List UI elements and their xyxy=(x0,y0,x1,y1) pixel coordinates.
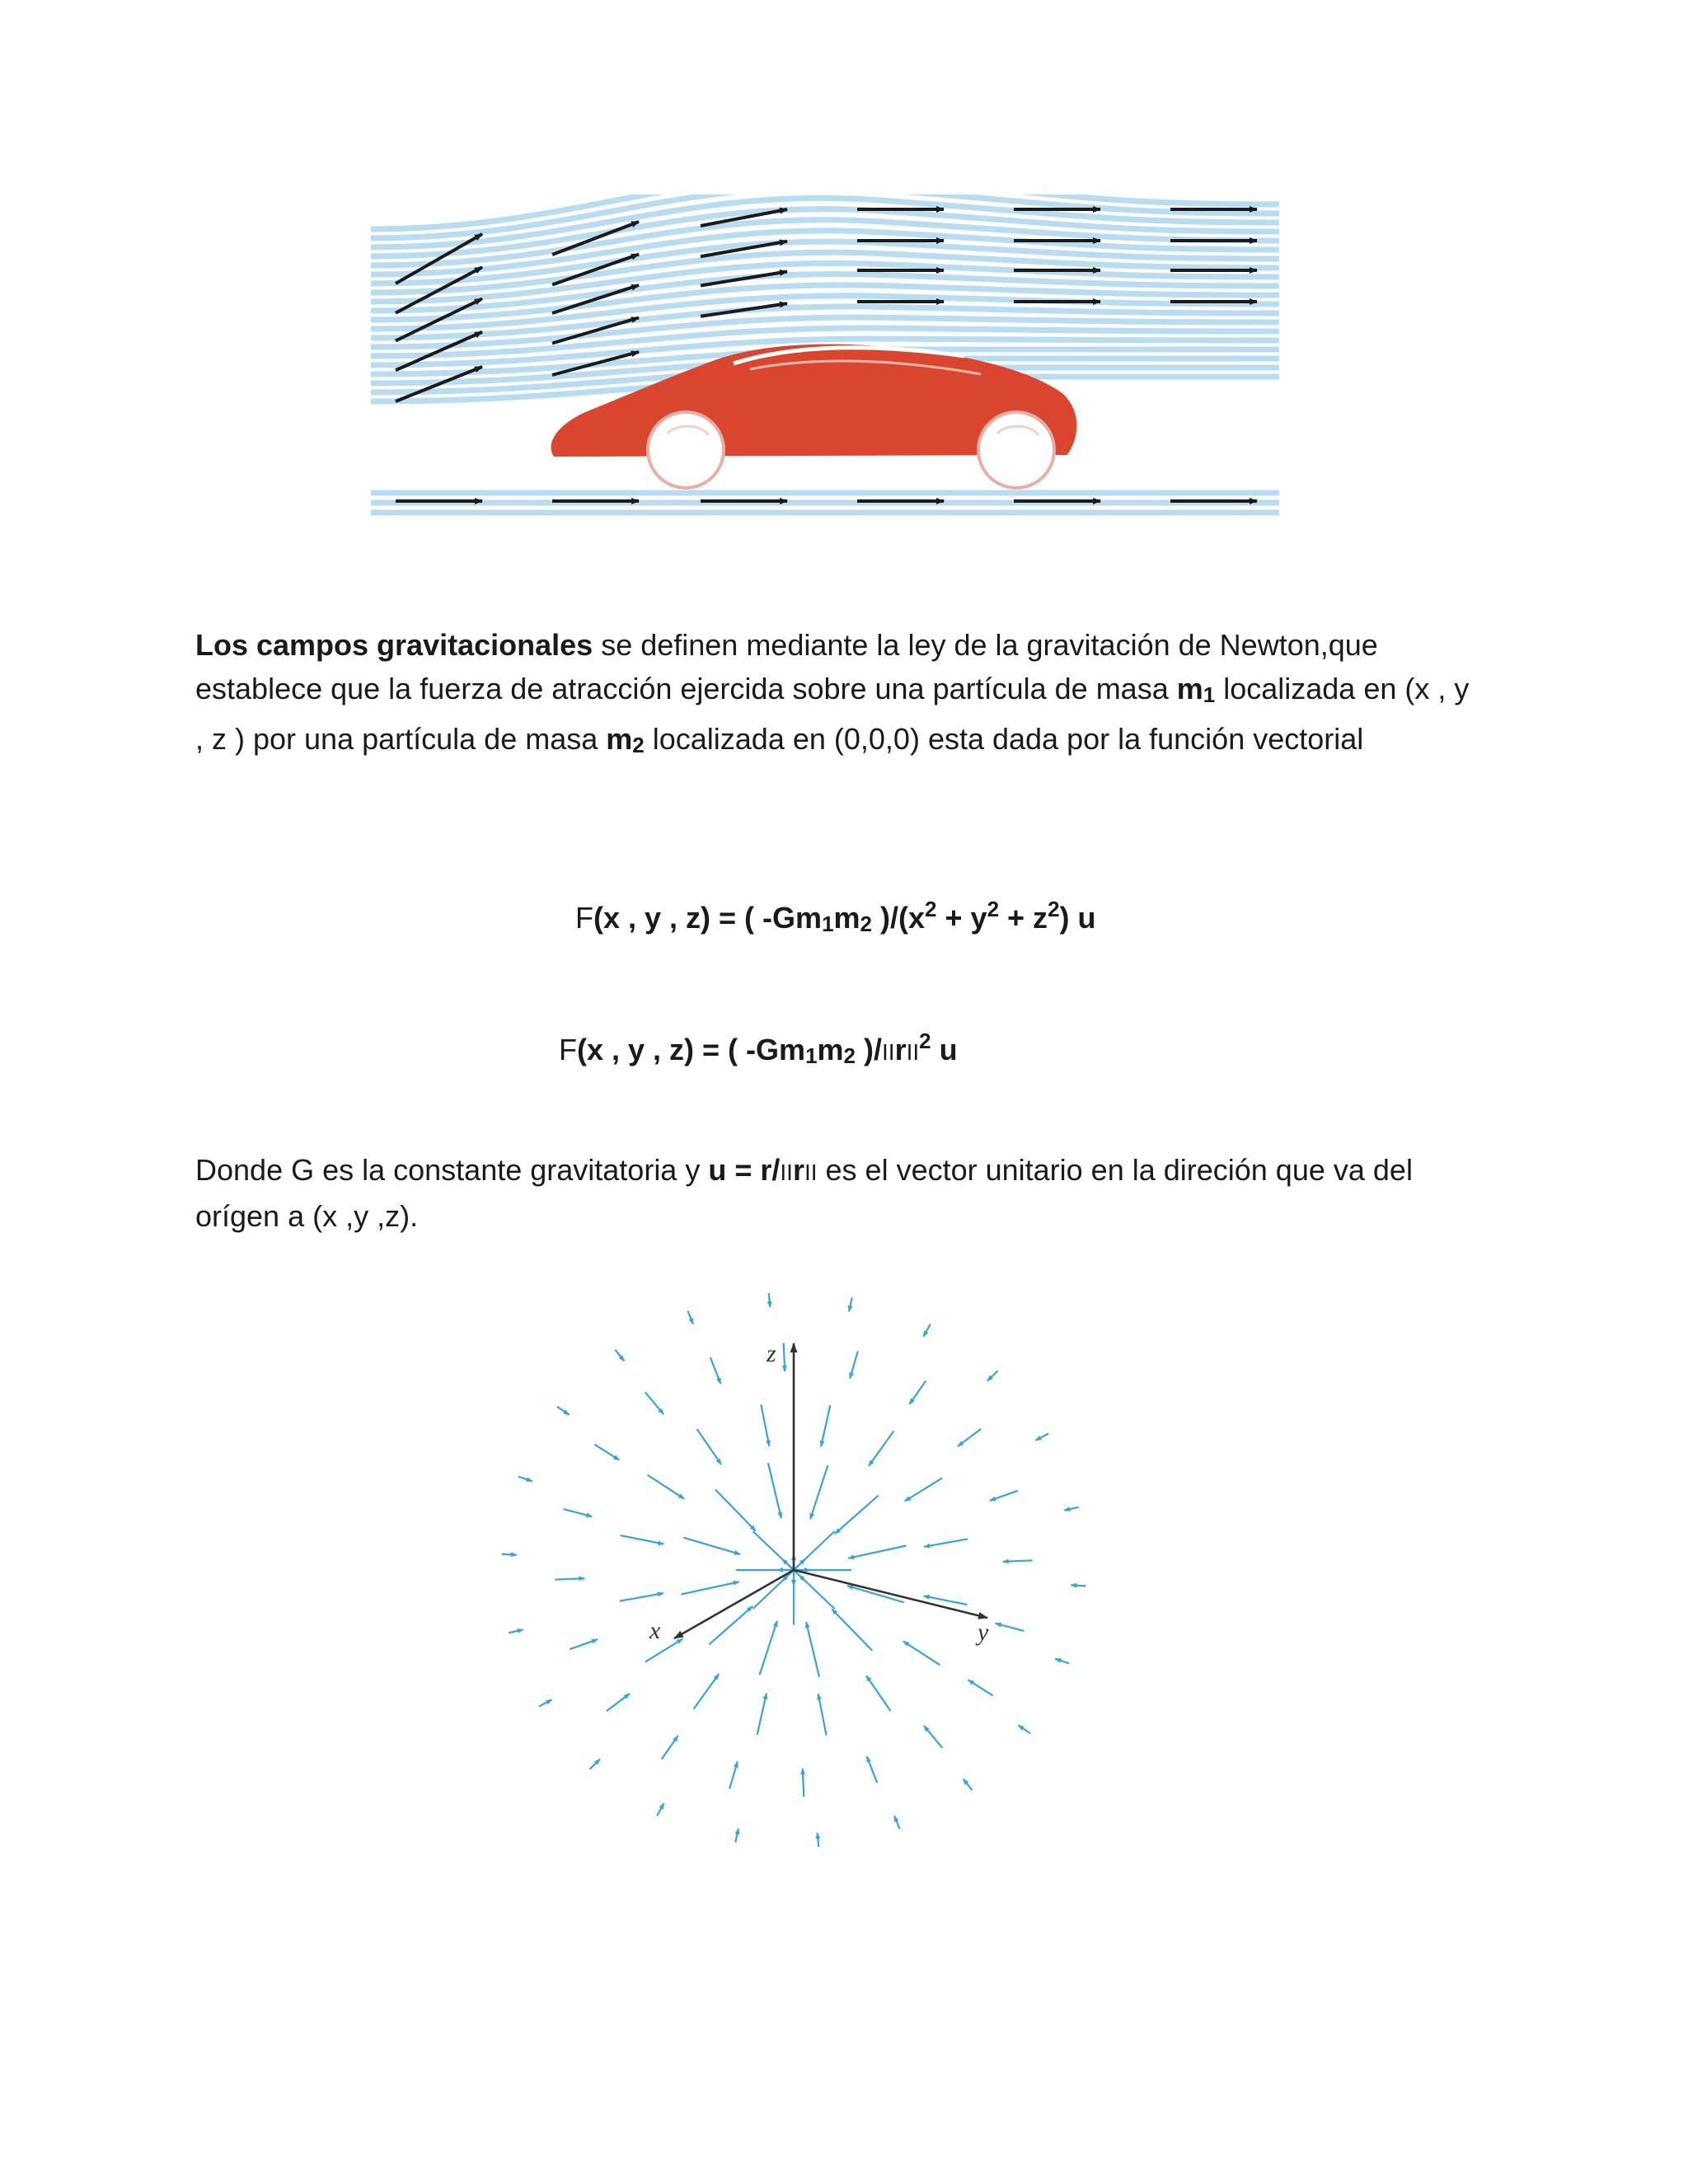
field-vector xyxy=(657,1803,663,1816)
formula-norm: F(x , y , z) = ( -Gm1m2 )/IIrII$^2$ u xyxy=(559,1029,958,1068)
field-vector xyxy=(968,1680,993,1695)
field-vector xyxy=(964,1779,973,1791)
field-vector xyxy=(594,1445,619,1460)
field-vector xyxy=(1055,1659,1069,1664)
text-1: se definen mediante la ley de la gravitación de Newton,que establece que la fuerza de atracción ejercida sobre una partícula de masa xyxy=(195,628,1378,705)
field-vector xyxy=(694,1674,720,1708)
field-vector xyxy=(697,1429,722,1465)
field-vector xyxy=(662,1736,678,1760)
field-vector xyxy=(821,1405,830,1446)
field-vector xyxy=(607,1694,630,1711)
car-airflow-figure xyxy=(371,194,1279,526)
field-vector xyxy=(958,1429,981,1446)
field-vector xyxy=(903,1641,940,1665)
mass-m1: m1 xyxy=(1176,672,1216,707)
field-vector xyxy=(867,1756,878,1783)
unit-vector-paragraph: Donde G es la constante gravitatoria y u = r/IIrII es el vector unitario en la direción que va del orígen a (x ,y ,z). xyxy=(195,1153,1413,1233)
field-vector xyxy=(818,1694,827,1735)
field-vector xyxy=(555,1578,584,1580)
text-3: localizada en (0,0,0) esta dada por la función vectorial xyxy=(644,722,1364,756)
field-vector xyxy=(682,1582,739,1594)
field-vector xyxy=(757,1694,767,1735)
field-vector xyxy=(924,1539,968,1547)
field-vector xyxy=(909,1380,926,1404)
field-vector xyxy=(539,1699,552,1706)
field-vector xyxy=(648,1475,685,1499)
field-vector xyxy=(615,1350,624,1361)
field-vector xyxy=(996,1624,1025,1631)
field-vector xyxy=(557,1407,570,1415)
field-vector xyxy=(850,1352,858,1379)
field-vector xyxy=(683,1538,740,1554)
field-vector xyxy=(924,1726,942,1748)
field-vector xyxy=(753,1531,806,1581)
field-vector xyxy=(1019,1725,1031,1733)
text-2: localizada en (x , y , z ) por una partícula de masa xyxy=(195,672,1470,756)
field-vector xyxy=(769,1293,771,1307)
field-vector xyxy=(518,1477,532,1482)
field-vector xyxy=(502,1554,517,1555)
field-vector xyxy=(710,1357,721,1384)
bold-lead: Los campos gravitacionales xyxy=(195,628,593,662)
field-vector xyxy=(1071,1585,1085,1586)
field-vector xyxy=(620,1593,663,1601)
field-vector xyxy=(818,1833,819,1847)
field-vector xyxy=(729,1761,738,1788)
field-vector xyxy=(645,1392,663,1414)
field-vector xyxy=(1036,1433,1049,1440)
field-vector xyxy=(1064,1507,1079,1511)
field-vector xyxy=(687,1311,693,1324)
axis-x-label: x xyxy=(649,1617,661,1644)
gravity-vector-field-figure xyxy=(495,1269,1104,1871)
field-vector xyxy=(923,1324,930,1337)
field-vector xyxy=(810,1465,828,1519)
axis-y-label: y xyxy=(978,1619,989,1646)
field-vector xyxy=(869,1431,894,1465)
field-vector xyxy=(832,1609,872,1650)
field-vector xyxy=(806,1622,819,1677)
field-vector xyxy=(761,1404,769,1446)
field-vector xyxy=(866,1675,891,1711)
mass-m2: m2 xyxy=(606,722,645,757)
axes xyxy=(674,1343,987,1638)
field-vector xyxy=(835,1496,879,1535)
field-vector xyxy=(905,1478,942,1501)
gravitational-fields-paragraph xyxy=(195,623,1481,767)
field-vector xyxy=(894,1816,900,1829)
field-vector xyxy=(803,1769,804,1797)
field-vector xyxy=(715,1489,756,1530)
field-vector xyxy=(784,1343,785,1371)
formula-cartesian: F(x , y , z) = ( -Gm1m2 )$/(x^2 + y^2 + z^2)$ u xyxy=(575,897,1096,936)
field-vector xyxy=(990,1491,1018,1501)
field-vector xyxy=(848,1546,906,1558)
field-vector xyxy=(760,1621,777,1675)
field-vector xyxy=(509,1629,523,1633)
field-vector xyxy=(987,1371,998,1380)
field-vector xyxy=(735,1829,738,1843)
field-vector xyxy=(1003,1560,1033,1562)
field-vector xyxy=(570,1639,598,1649)
field-vector xyxy=(849,1298,852,1312)
field-vector xyxy=(590,1760,601,1769)
field-vector xyxy=(768,1463,781,1518)
field-vector xyxy=(709,1606,753,1645)
field-vector xyxy=(621,1535,664,1544)
field-vector xyxy=(564,1509,593,1516)
axis-z-label: z xyxy=(767,1340,776,1367)
